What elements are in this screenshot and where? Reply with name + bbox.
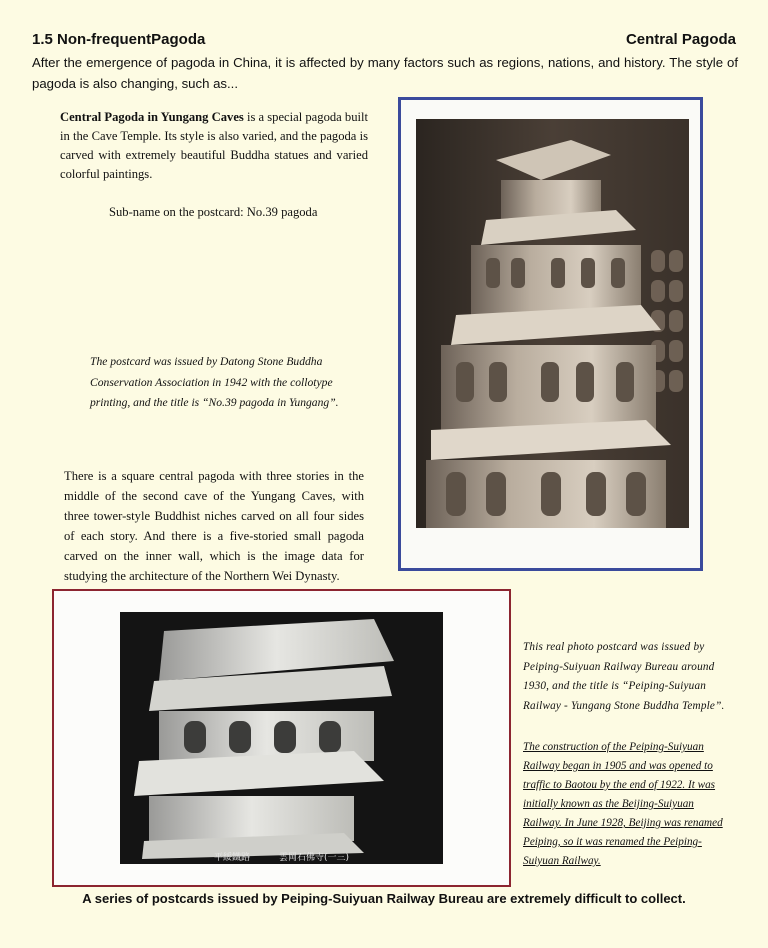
bottom-caption: A series of postcards issued by Peiping-Suiyuan Railway Bureau are extremely difficult to collect.: [82, 891, 686, 906]
postcard-2-inscription-left: 平綏鐵路: [214, 853, 251, 863]
postcard-1-photo: [401, 100, 700, 568]
page-topic-title: Central Pagoda: [625, 31, 736, 48]
pagoda-description: [60, 108, 368, 184]
pagoda-name: Central Pagoda in Yungang Caves: [60, 110, 244, 124]
postcard-subname: Sub-name on the postcard: No.39 pagoda: [109, 205, 318, 219]
section-title: 1.5 Non-frequentPagoda: [32, 31, 206, 48]
pagoda-description-text: is a special pagoda built in the Cave Temple. Its style is also varied, and the pagoda is carved with extremely beautiful Buddha statues and varied colorful paintings.: [60, 110, 368, 181]
postcard-2-frame: [52, 589, 511, 887]
postcard-2-note: This real photo postcard was issued by Peiping-Suiyuan Railway Bureau around 1930, and the title is “Peiping-Suiyuan Railway - Yungang Stone Buddha Temple”.: [523, 641, 725, 712]
intro-paragraph: After the emergence of pagoda in China, it is affected by many factors such as regions, nations, and history. The style of pagoda is also changing, such as...: [32, 55, 738, 91]
postcard-2-inscription-right: 雲岡石佛寺(一三): [279, 853, 350, 863]
railway-history-note: The construction of the Peiping-Suiyuan Railway began in 1905 and was opened to traffic to Baotou by the end of 1922. It was initially known as the Beijing-Suiyuan Railway. In June 1928, Beijing was renamed Peiping, so it was renamed the Peiping-Suiyuan Railway.: [523, 741, 723, 867]
postcard-1-note: The postcard was issued by Datong Stone Buddha Conservation Association in 1942 with the collotype printing, and the title is “No.39 pagoda in Yungang”.: [90, 355, 339, 409]
postcard-1-frame: [398, 97, 703, 571]
cave-pagoda-description: There is a square central pagoda with three stories in the middle of the second cave of the Yungang Caves, with three tower-style Buddhist niches carved on all four sides of each story. And there is a five-storied small pagoda carved on the inner wall, which is the image data for studying the architecture of the Northern Wei Dynasty.: [64, 469, 364, 583]
postcard-2-photo: [54, 591, 509, 885]
